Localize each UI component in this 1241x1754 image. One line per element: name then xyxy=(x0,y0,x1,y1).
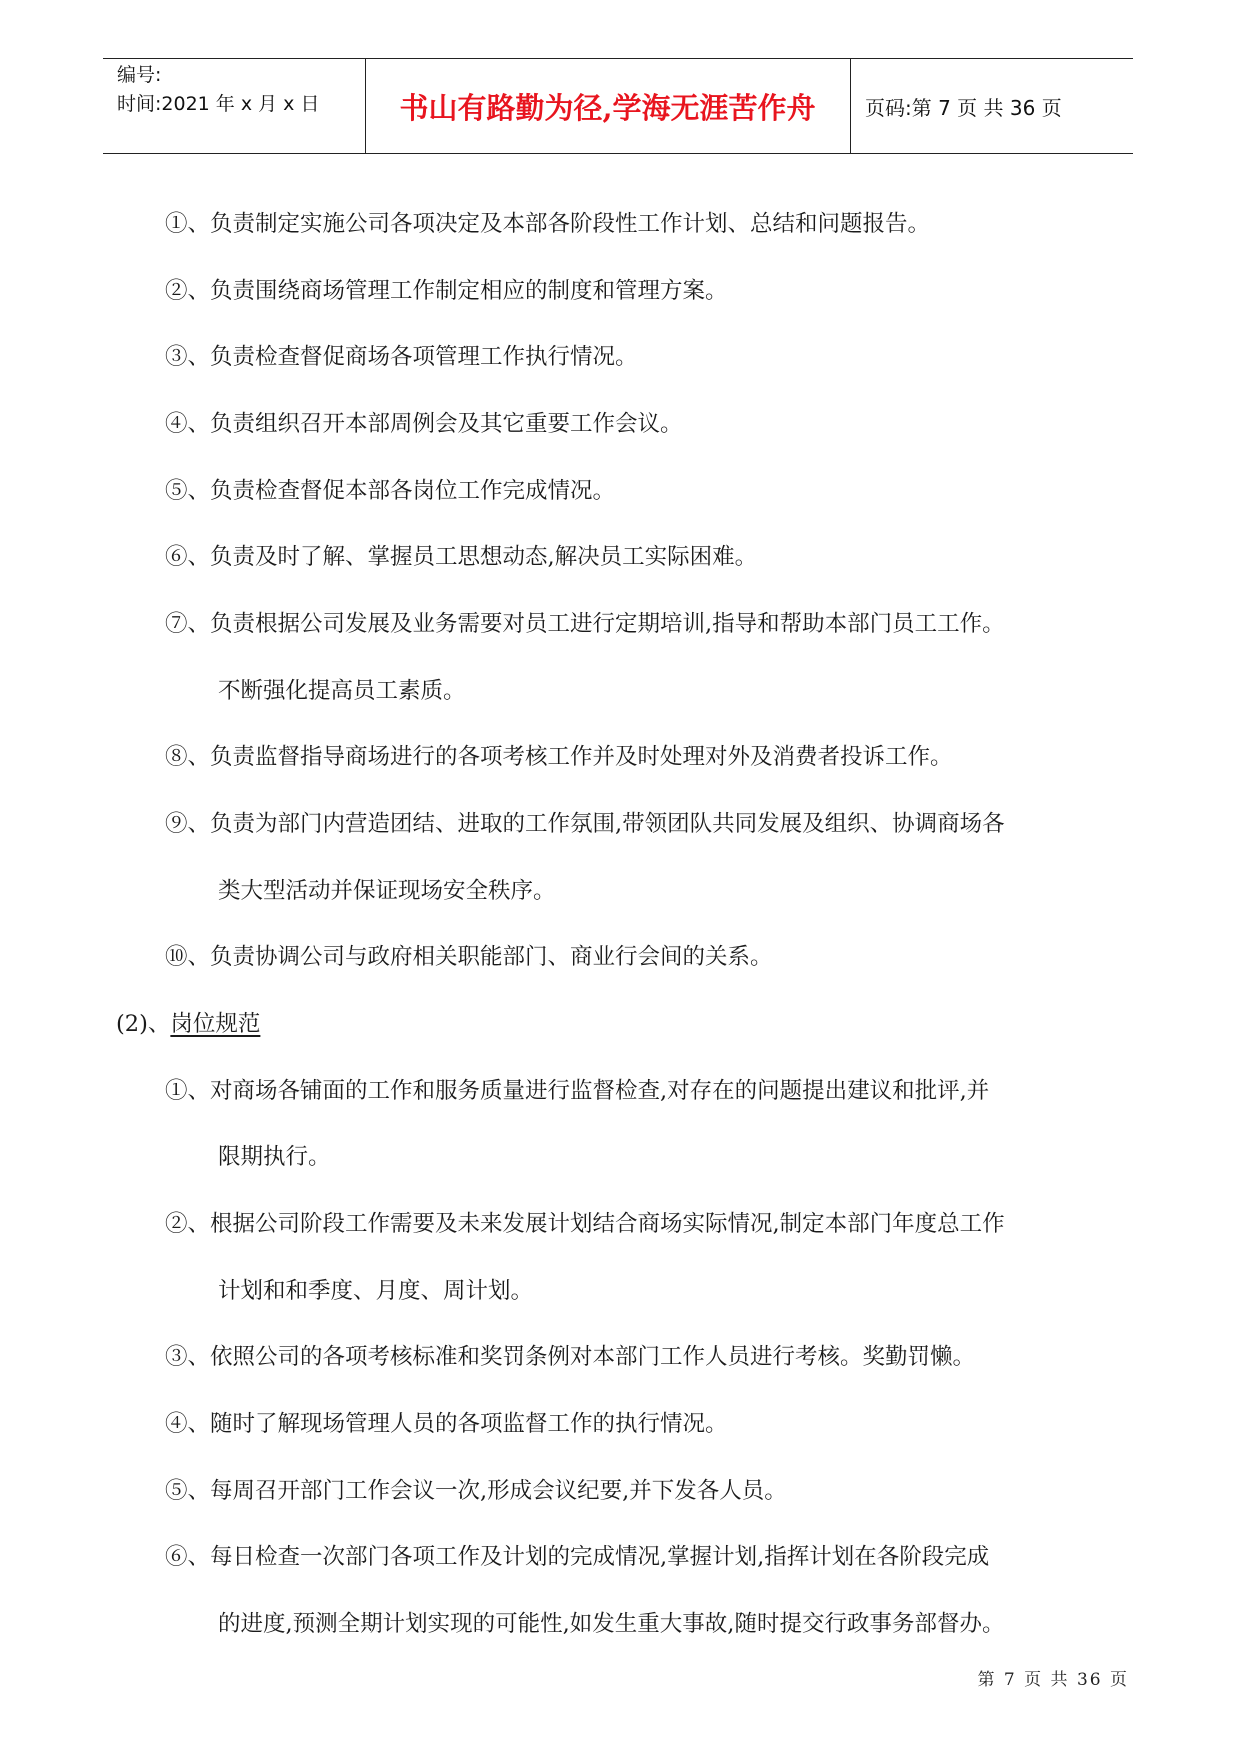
section-title: 岗位规范 xyxy=(170,1011,261,1037)
norm-item-6-continued: 的进度,预测全期计划实现的可能性,如发生重大事故,随时提交行政事务部督办。 xyxy=(218,1611,1005,1637)
section-prefix: (2)、 xyxy=(116,1011,171,1037)
duty-item-5: ⑤、负责检查督促本部各岗位工作完成情况。 xyxy=(165,478,616,504)
duty-item-9: ⑨、负责为部门内营造团结、进取的工作氛围,带领团队共同发展及组织、协调商场各 xyxy=(165,811,1005,837)
duty-item-7: ⑦、负责根据公司发展及业务需要对员工进行定期培训,指导和帮助本部门员工工作。 xyxy=(165,611,1005,637)
duty-item-1: ①、负责制定实施公司各项决定及本部各阶段性工作计划、总结和问题报告。 xyxy=(165,211,931,237)
header-page-code: 页码:第 7 页 共 36 页 xyxy=(865,95,1062,120)
duty-item-9-continued: 类大型活动并保证现场安全秩序。 xyxy=(218,878,556,904)
duty-item-2: ②、负责围绕商场管理工作制定相应的制度和管理方案。 xyxy=(165,278,728,304)
norm-item-5: ⑤、每周召开部门工作会议一次,形成会议纪要,并下发各人员。 xyxy=(165,1478,787,1504)
page-footer: 第 7 页 共 36 页 xyxy=(977,1670,1129,1690)
section-heading xyxy=(116,1009,260,1039)
document-time-label: 时间:2021 年 x 月 x 日 xyxy=(117,93,320,115)
duty-item-10: ⑩、负责协调公司与政府相关职能部门、商业行会间的关系。 xyxy=(165,944,773,970)
norm-item-1-continued: 限期执行。 xyxy=(218,1144,331,1170)
norm-item-1: ①、对商场各铺面的工作和服务质量进行监督检查,对存在的问题提出建议和批评,并 xyxy=(165,1078,990,1104)
norm-item-3: ③、依照公司的各项考核标准和奖罚条例对本部门工作人员进行考核。奖勤罚懒。 xyxy=(165,1344,976,1370)
norm-item-2: ②、根据公司阶段工作需要及未来发展计划结合商场实际情况,制定本部门年度总工作 xyxy=(165,1211,1005,1237)
norm-item-6: ⑥、每日检查一次部门各项工作及计划的完成情况,掌握计划,指挥计划在各阶段完成 xyxy=(165,1544,990,1570)
duty-item-3: ③、负责检查督促商场各项管理工作执行情况。 xyxy=(165,344,638,370)
norm-item-2-continued: 计划和和季度、月度、周计划。 xyxy=(218,1278,534,1304)
duty-item-4: ④、负责组织召开本部周例会及其它重要工作会议。 xyxy=(165,411,683,437)
header-slogan: 书山有路勤为径,学海无涯苦作舟 xyxy=(399,90,816,125)
norm-item-4: ④、随时了解现场管理人员的各项监督工作的执行情况。 xyxy=(165,1411,728,1437)
duty-item-6: ⑥、负责及时了解、掌握员工思想动态,解决员工实际困难。 xyxy=(165,544,758,570)
duty-item-8: ⑧、负责监督指导商场进行的各项考核工作并及时处理对外及消费者投诉工作。 xyxy=(165,744,953,770)
duty-item-7-continued: 不断强化提高员工素质。 xyxy=(218,678,466,704)
document-number-label: 编号: xyxy=(117,64,162,86)
